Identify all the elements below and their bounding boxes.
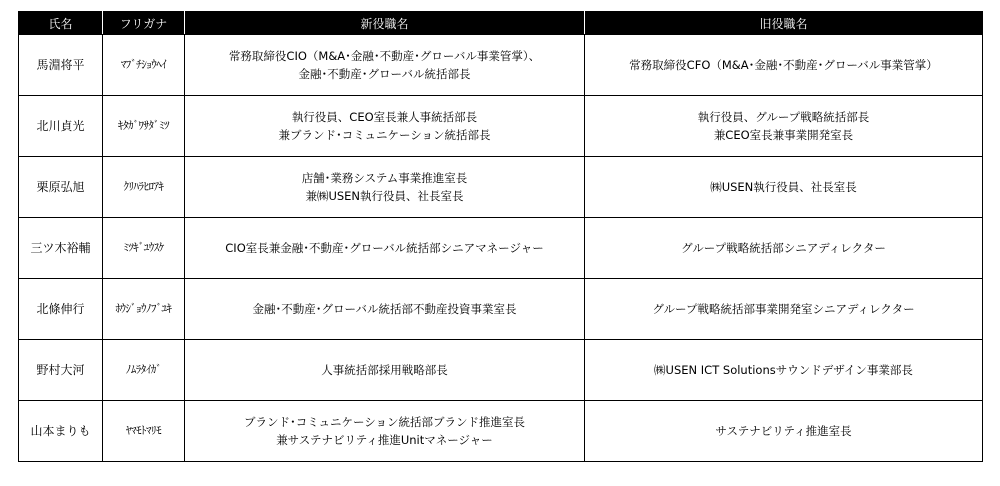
old-position-cell (585, 35, 983, 96)
new-position-cell (185, 96, 585, 157)
new-position-cell (185, 218, 585, 279)
old-position-cell-line: 執行役員、グループ戦略統括部長 (697, 110, 870, 124)
new-position-cell (185, 35, 585, 96)
old-position-cell (585, 157, 983, 218)
table-row (19, 35, 983, 96)
table-row (19, 157, 983, 218)
furigana-cell: ｷﾀｶﾞﾜｻﾀﾞﾐﾂ (103, 96, 185, 157)
name-cell: 野村大河 (19, 340, 103, 401)
old-position-cell-line: グループ戦略統括部事業開発室シニアディレクター (652, 302, 915, 316)
furigana-cell: ﾉﾑﾗﾀｲｶﾞ (103, 340, 185, 401)
new-position-cell-line: ブランド･コミュニケーション統括部ブランド推進室長 (243, 415, 526, 429)
old-position-cell (585, 401, 983, 462)
furigana-cell: ﾔﾏﾓﾄﾏﾘﾓ (103, 401, 185, 462)
old-position-cell (585, 96, 983, 157)
new-position-cell-line: 執行役員、CEO室長兼人事統括部長 (291, 110, 478, 124)
table-row (19, 96, 983, 157)
table-row (19, 401, 983, 462)
new-position-cell-line: 兼サステナビリティ推進Unitマネージャー (276, 433, 493, 447)
header-new-position: 新役職名 (185, 12, 585, 35)
old-position-cell-line: グループ戦略統括部シニアディレクター (681, 241, 886, 255)
table-header (19, 12, 983, 35)
header-row (19, 12, 983, 35)
new-position-cell-line: 店舗･業務システム事業推進室長 (301, 171, 468, 185)
furigana-cell: ﾏﾌﾞﾁｼｮｳﾍｲ (103, 35, 185, 96)
old-position-cell (585, 340, 983, 401)
header-old-position: 旧役職名 (585, 12, 983, 35)
personnel-table (18, 11, 983, 462)
name-cell: 栗原弘旭 (19, 157, 103, 218)
furigana-cell: ﾎｳｼﾞｮｳﾉﾌﾞﾕｷ (103, 279, 185, 340)
new-position-cell-line: 兼ブランド･コミュニケーション統括部長 (278, 128, 491, 142)
name-cell: 馬淵将平 (19, 35, 103, 96)
header-furigana: フリガナ (103, 12, 185, 35)
new-position-cell (185, 401, 585, 462)
new-position-cell-line: 常務取締役CIO（M&A･金融･不動産･グローバル事業管掌）、 (228, 49, 541, 63)
new-position-cell-line: 金融･不動産･グローバル統括部長 (298, 67, 471, 81)
table-row (19, 340, 983, 401)
old-position-cell-line: ㈱USEN執行役員、社長室長 (710, 180, 857, 194)
new-position-cell (185, 340, 585, 401)
old-position-cell-line: サステナビリティ推進室長 (715, 424, 852, 438)
old-position-cell (585, 279, 983, 340)
table-body (19, 35, 983, 462)
old-position-cell-line: 常務取締役CFO（M&A･金融･不動産･グローバル事業管掌） (629, 58, 938, 72)
table-row (19, 218, 983, 279)
old-position-cell-line: 兼CEO室長兼事業開発室長 (713, 128, 854, 142)
new-position-cell-line: CIO室長兼金融･不動産･グローバル統括部シニアマネージャー (225, 241, 544, 255)
old-position-cell-line: ㈱USEN ICT Solutionsサウンドデザイン事業部長 (654, 363, 913, 377)
new-position-cell (185, 157, 585, 218)
name-cell: 北條伸行 (19, 279, 103, 340)
new-position-cell-line: 兼㈱USEN執行役員、社長室長 (305, 189, 464, 203)
old-position-cell (585, 218, 983, 279)
new-position-cell (185, 279, 585, 340)
new-position-cell-line: 人事統括部採用戦略部長 (321, 363, 448, 377)
name-cell: 山本まりも (19, 401, 103, 462)
new-position-cell-line: 金融･不動産･グローバル統括部不動産投資事業室長 (252, 302, 517, 316)
furigana-cell: ｸﾘﾊﾗﾋﾛｱｷ (103, 157, 185, 218)
furigana-cell: ﾐﾂｷﾞﾕｳｽｹ (103, 218, 185, 279)
name-cell: 三ツ木裕輔 (19, 218, 103, 279)
table-row (19, 279, 983, 340)
name-cell: 北川貞光 (19, 96, 103, 157)
header-name: 氏名 (19, 12, 103, 35)
